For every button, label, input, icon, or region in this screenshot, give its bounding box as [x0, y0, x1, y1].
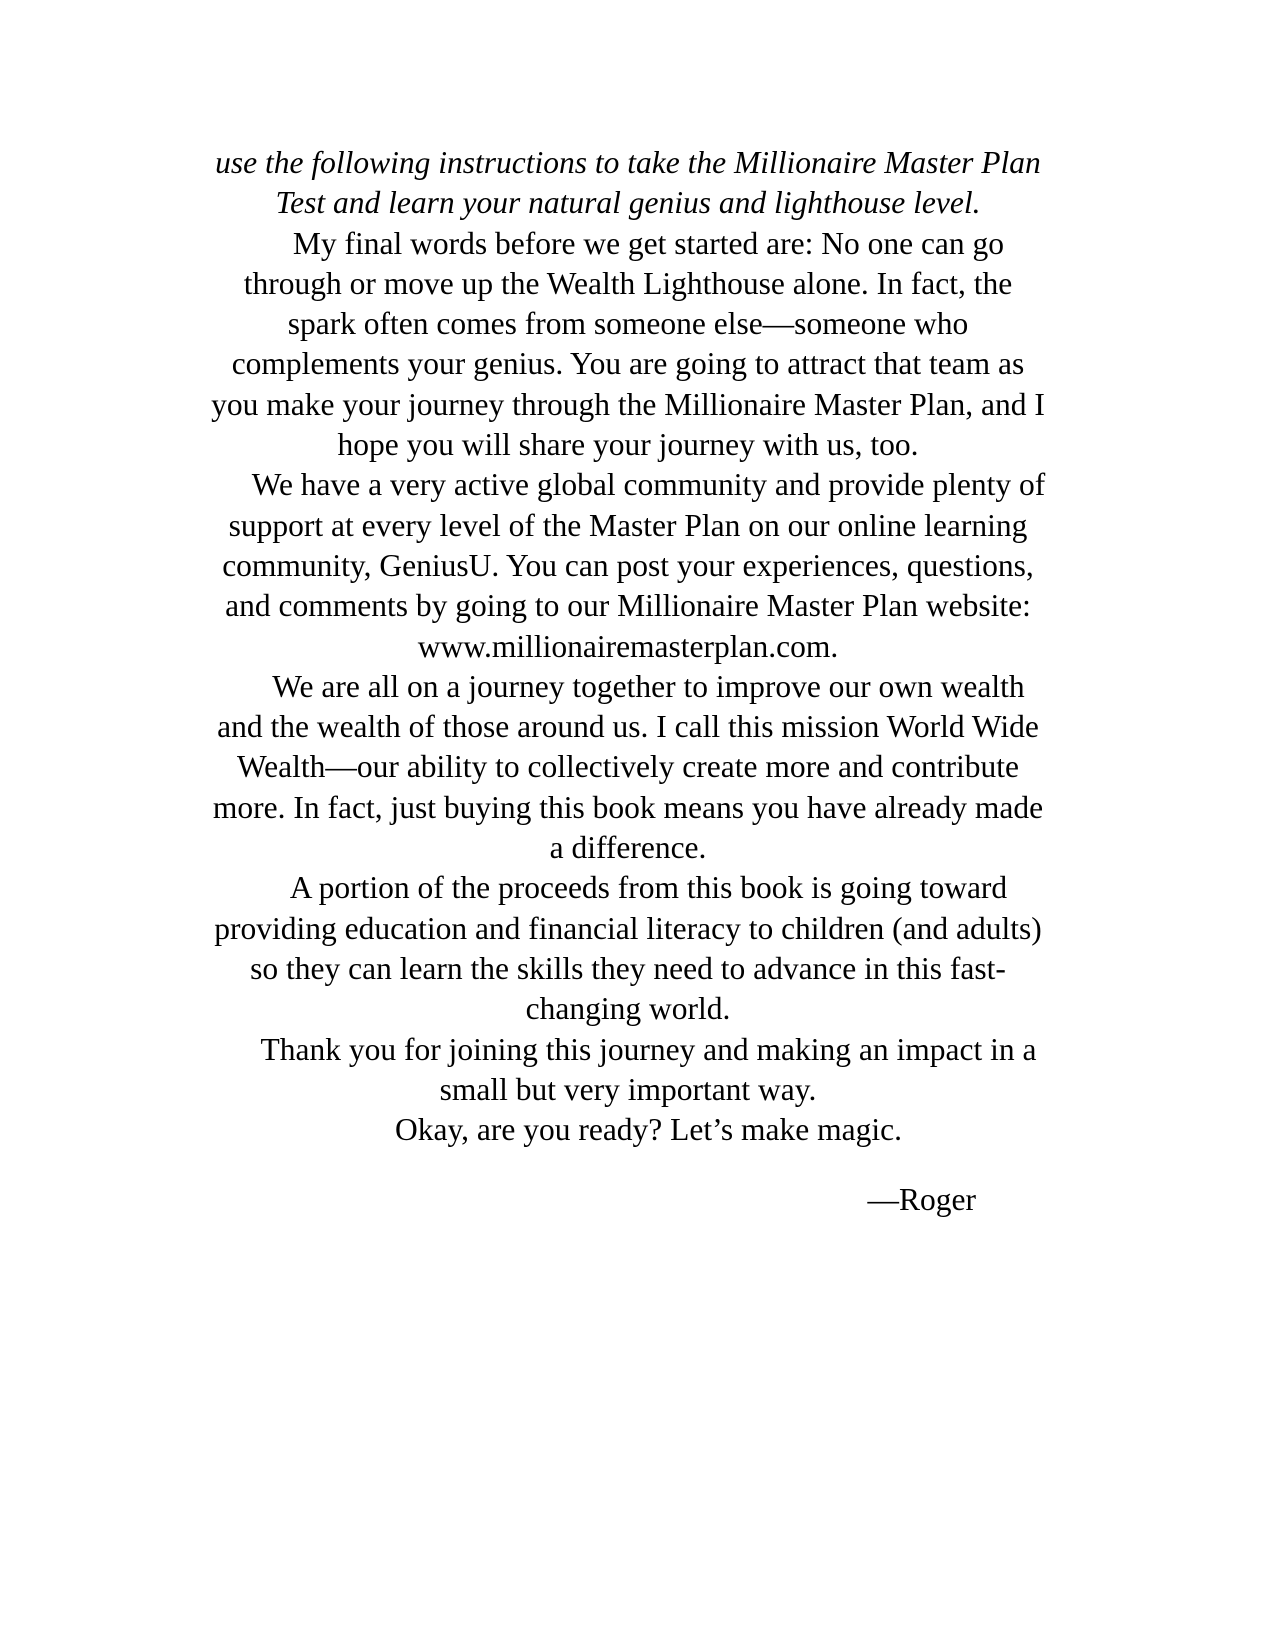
paragraph-final-words: My final words before we get started are: No one can go through or move up the Wealth Lighthouse alone. In fact, the spark often comes from someone else—someone who complements your genius. You are going to attract that team as you make your journey through the Millionaire Master Plan, and I hope you will share your journey with us, too.	[211, 225, 1045, 463]
paragraph-community: We have a very active global community and provide plenty of support at every level of the Master Plan on our online learning community, GeniusU. You can post your experiences, questions, and comments by going to our Millionaire Master Plan website: www.millionairemasterplan.com.	[222, 467, 1046, 664]
paragraph-ready: Okay, are you ready? Let’s make magic.	[394, 1112, 902, 1148]
paragraph-world-wide-wealth: We are all on a journey together to improve our own wealth and the wealth of those around us. I call this mission World Wide Wealth—our ability to collectively create more and contribute more. In fact, just buying this book means you have already made a difference.	[212, 668, 1044, 866]
paragraph-proceeds: A portion of the proceeds from this book is going toward providing education and financial literacy to children (and adults) so they can learn the skills they need to advance in this fast-changing world.	[214, 870, 1042, 1027]
intro-italic-text: use the following instructions to take the Millionaire Master Plan Test and learn your natural genius and lighthouse level.	[215, 145, 1041, 221]
paragraph-thank-you: Thank you for joining this journey and making an impact in a small but very important way.	[260, 1031, 1037, 1107]
signature: —Roger	[867, 1182, 976, 1218]
document-page	[210, 143, 1046, 1221]
